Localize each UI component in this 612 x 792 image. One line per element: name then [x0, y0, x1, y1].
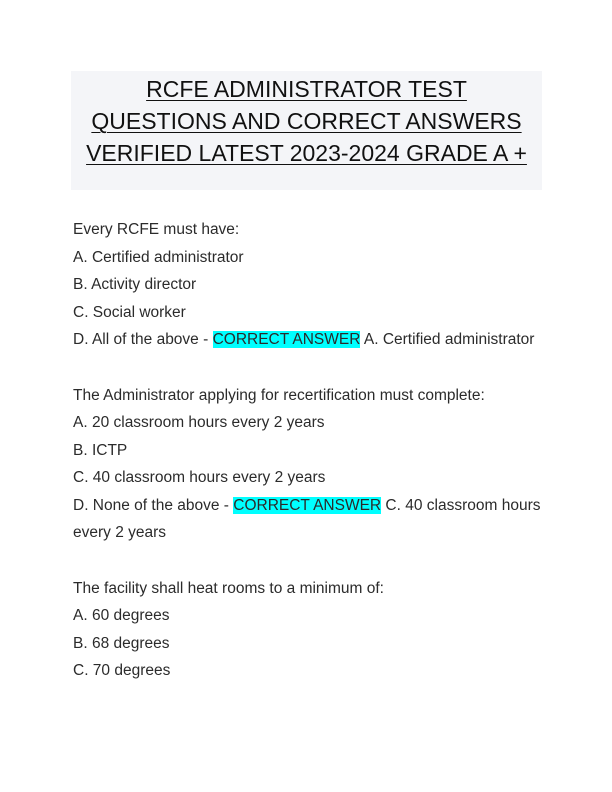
answer-option: B. ICTP [73, 441, 128, 459]
title-line-3: VERIFIED LATEST 2023-2024 GRADE A + [86, 140, 527, 166]
correct-answer-highlight: CORRECT ANSWER [212, 331, 361, 348]
correct-answer-text: A. Certified administrator [360, 331, 535, 348]
answer-option: B. Activity director [73, 276, 197, 293]
answer-option: A. Certified administrator [73, 248, 244, 266]
question-1 [73, 216, 543, 354]
question-prompt: The Administrator applying for recertification must complete: [73, 386, 485, 404]
answer-option-with-correct-answer [73, 492, 543, 547]
title-block [71, 71, 542, 190]
correct-answer-text: C. 40 classroom hours every 2 years [73, 496, 541, 541]
title-line-2: QUESTIONS AND CORRECT ANSWERS [91, 108, 522, 134]
answer-option: C. 70 degrees [73, 662, 171, 679]
answer-option: A. 60 degrees [73, 607, 170, 624]
answer-option: B. 68 degrees [73, 634, 170, 652]
question-prompt: Every RCFE must have: [73, 221, 240, 238]
answer-option: C. Social worker [73, 303, 186, 321]
questions-list [73, 216, 543, 685]
answer-option-text: D. None of the above - [73, 496, 234, 514]
question-prompt: The facility shall heat rooms to a minimum of: [73, 579, 384, 597]
answer-option: A. 20 classroom hours every 2 years [73, 414, 325, 431]
correct-answer-highlight: CORRECT ANSWER [233, 496, 382, 514]
question-3 [73, 575, 543, 685]
answer-option-text: D. All of the above - [73, 331, 213, 348]
question-2 [73, 382, 543, 547]
title-line-1: RCFE ADMINISTRATOR TEST [146, 76, 467, 102]
answer-option: C. 40 classroom hours every 2 years [73, 469, 326, 486]
answer-option-with-correct-answer [73, 326, 543, 354]
